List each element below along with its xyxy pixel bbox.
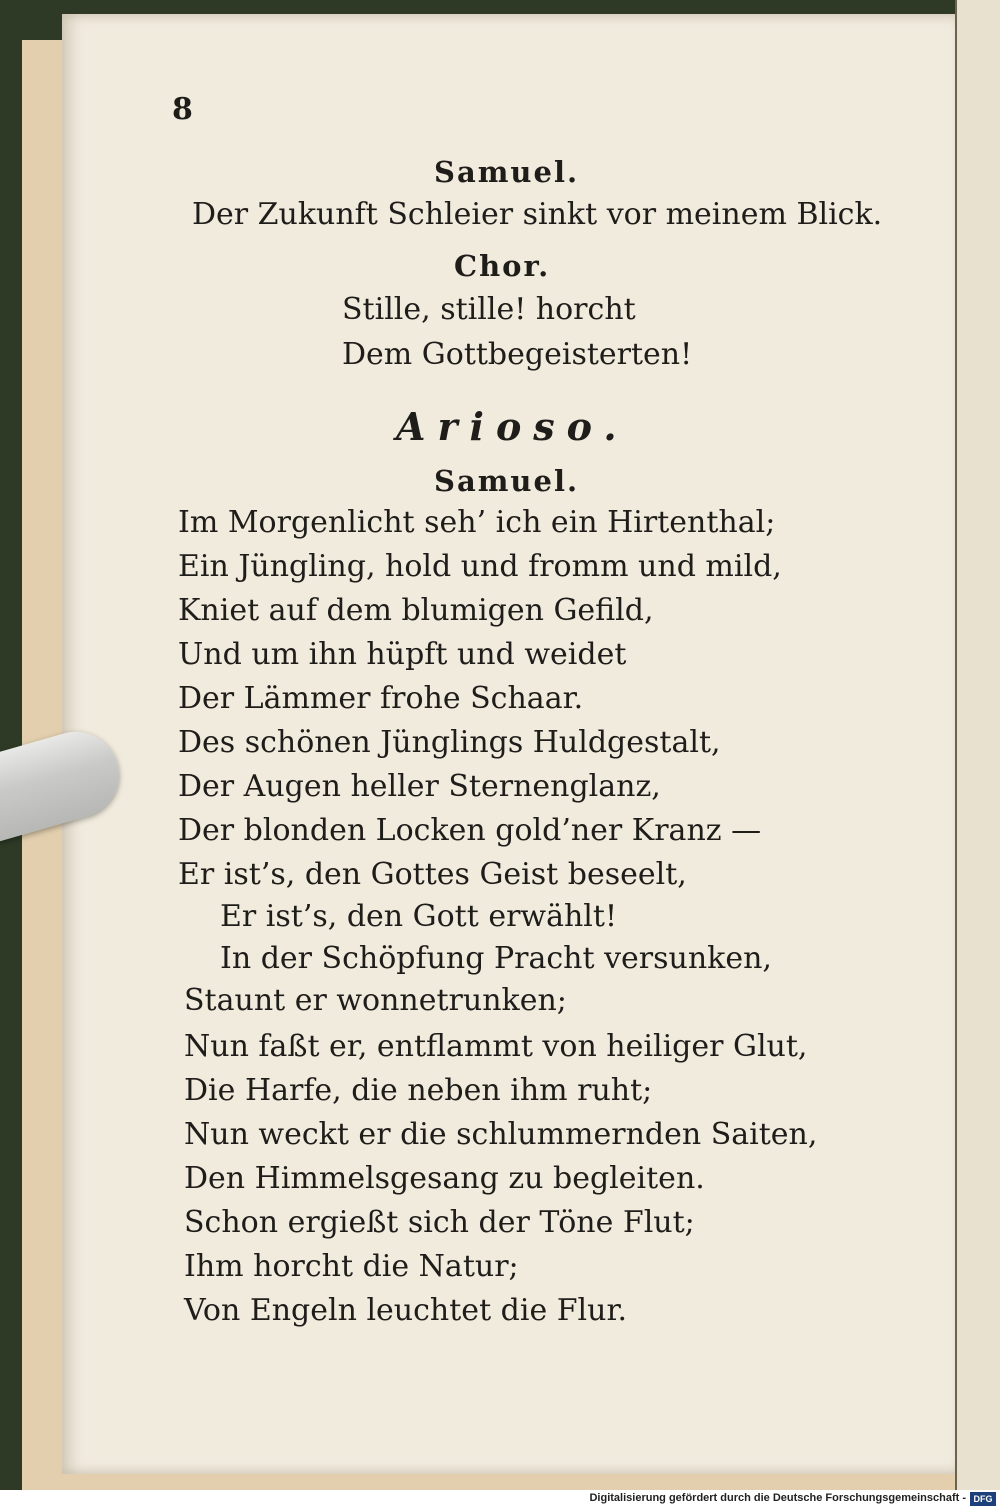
verse-line: Kniet auf dem blumigen Gefild, [178, 593, 654, 628]
verse-line: Der blonden Locken gold’ner Kranz — [178, 813, 762, 848]
section-heading: Arioso. [396, 404, 629, 449]
verse-line: Der Zukunft Schleier sinkt vor meinem Blick. [192, 197, 883, 232]
speaker-label: Samuel. [434, 155, 580, 189]
verse-line: Im Morgenlicht seh’ ich ein Hirtenthal; [178, 505, 776, 540]
verse-line: Nun weckt er die schlummernden Saiten, [184, 1117, 818, 1152]
verse-line: Staunt er wonnetrunken; [184, 983, 567, 1018]
verse-line: Des schönen Jünglings Huldgestalt, [178, 725, 721, 760]
dfg-logo: DFG [970, 1492, 996, 1506]
verse-line: Schon ergießt sich der Töne Flut; [184, 1205, 695, 1240]
speaker-label: Chor. [454, 249, 551, 283]
verse-line: Er ist’s, den Gott erwählt! [220, 899, 618, 934]
verse-line: Und um ihn hüpft und weidet [178, 637, 627, 672]
footer-credit: Digitalisierung gefördert durch die Deutsche Forschungsgemeinschaft - [589, 1492, 966, 1504]
verse-line: Die Harfe, die neben ihm ruht; [184, 1073, 653, 1108]
verse-line: Dem Gottbegeisterten! [342, 337, 693, 372]
speaker-label: Samuel. [434, 464, 580, 498]
page-number: 8 [172, 92, 193, 127]
verse-line: Stille, stille! horcht [342, 292, 636, 327]
verse-line: Nun faßt er, entflammt von heiliger Glut, [184, 1029, 808, 1064]
verse-line: Der Lämmer frohe Schaar. [178, 681, 584, 716]
verse-line: In der Schöpfung Pracht versunken, [220, 941, 772, 976]
verse-line: Von Engeln leuchtet die Flur. [184, 1293, 628, 1328]
verse-line: Ihm horcht die Natur; [184, 1249, 519, 1284]
verse-line: Ein Jüngling, hold und fromm und mild, [178, 549, 782, 584]
verse-line: Er ist’s, den Gottes Geist beseelt, [178, 857, 687, 892]
verse-line: Der Augen heller Sternenglanz, [178, 769, 661, 804]
verse-line: Den Himmelsgesang zu begleiten. [184, 1161, 705, 1196]
